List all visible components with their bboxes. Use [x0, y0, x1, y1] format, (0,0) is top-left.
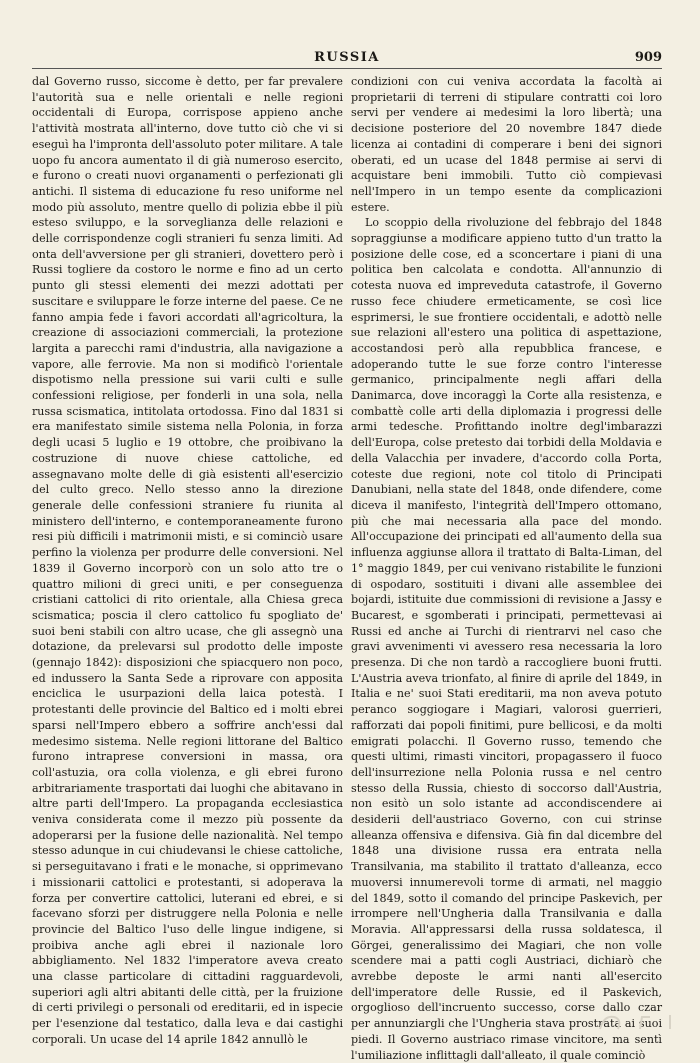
running-title: RUSSIA [314, 50, 380, 65]
header-rule [32, 68, 662, 69]
right-column [351, 74, 662, 1063]
paragraph: Lo scoppio della rivoluzione del febbrajo del 1848 sopraggiunse a modificare appieno tutto d'un tratto la posizione delle cose, ed a sconcertare i piani di una politica ben calcolata e condotta. All'annunzio di cotesta nuova ed impreveduta catastrofe, il Governo russo fece chiudere ermeticamente, se così lice esprimersi, le sue frontiere occidentali, e adottò nelle sue relazioni all'estero una politica di aspettazione, accostandosi però alla repubblica francese, e adoperando tutte le sue forze contro l'interesse germanico, principalmente negli affari della Danimarca, dove incoraggì la Corte alla resistenza, e combattè colle arti della diplomazia i progressi delle armi tedesche. Profittando inoltre degl'imbarazzi dell'Europa, colse pretesto dai torbidi della Moldavia e della Valacchia per invadere, d'accordo colla Porta, coteste due regioni, note col titolo di Principati Danubiani, nella state del 1848, onde difendere, come diceva il manifesto, l'integrità dell'Impero ottomano, più che mai necessaria alla pace del mondo. All'occupazione dei principati ed all'aumento della sua influenza aggiunse allora il trattato di Balta-Liman, del 1° maggio 1849, per cui venivano ristabilite le funzioni di ospodaro, sostituiti i divani alle assemblee dei bojardi, istituite due commissioni di revisione a Jassy e Bucarest, e sgomberati i principati, permettevasi ai Russi ed anche ai Turchi di rientrarvi nel caso che gravi avvenimenti vi avessero resa necessaria la loro presenza. Di che non tardò a raccogliere buoni frutti. L'Austria aveva trionfato, al finire di aprile del 1849, in Italia e ne' suoi Stati ereditarii, ma non aveva potuto peranco soggiogare i Magiari, valorosi guerrieri, rafforzati dai popoli finitimi, pure bellicosi, e da molti emigrati polacchi. Il Governo russo, temendo che questi ultimi, rimasti vincitori, propagassero il fuoco dell'insurrezione nella Polonia russa e nel centro stesso della Russia, chiesto di soccorso dall'Austria, non esitò un solo istante ad accondiscendere ai desiderii dell'austriaco Governo, con cui strinse alleanza offensiva e difensiva. Già fin dal dicembre del 1848 una divisione russa era entrata nella Transilvania, ma stabilito il trattato d'alleanza, ecco muoversi innumerevoli torme di armati, nel maggio del 1849, sotto il comando del principe Paskevich, per irrompere nell'Ungheria dalla Transilvania e dalla Moravia. All'appressarsi della russa soldatesca, il Görgei, generalissimo dei Magiari, che non volle scendere mai a patti cogli Austriaci, dichiarò che avrebbe deposte le armi nanti all'esercito dell'imperatore delle Russie, ed il Paskevich, orgoglioso dell'incruento successo, corse dallo czar per annunziargli che l'Ungheria stava prostrata ai suoi piedi. Il Governo austriaco rimase vincitore, ma sentì l'umiliazione inflittagli dall'alleato, il quale cominciò [351, 216, 662, 1062]
paragraph: dal Governo russo, siccome è detto, per far prevalere l'autorità sua e nelle orientali e nelle regioni occidentali di Europa, corrispose appieno anche l'attività mostrata all'interno, dove tutto ciò che vi si eseguì ha l'impronta dell'assoluto poter militare. A tale uopo fu ancora aumentato il di già numeroso esercito, e furono o creati nuovi organamenti o perfezionati gli antichi. Il sistema di educazione fu reso uniforme nel modo più assoluto, mentre quello di polizia ebbe il più esteso sviluppo, e la sorveglianza delle relazioni e delle corrispondenze cogli stranieri fu senza limiti. Ad onta dell'avversione per gli stranieri, dovettero però i Russi togliere da costoro le norme e fino ad un certo punto gli stessi elementi dei mezzi adottati per suscitare e sviluppare le forze interne del paese. Ce ne fanno ampia fede i favori accordati all'agricoltura, la creazione di associazioni commerciali, la protezione largita a parecchi rami d'industria, alla navigazione a vapore, alle ferrovie. Ma non si modificò l'orientale dispotismo nella pressione sui varii culti e sulle confessioni religiose, per fonderli in una sola, nella russa scismatica, intitolata ortodossa. Fino dal 1831 si era manifestato simile sistema nella Polonia, in forza degli ucasi 5 luglio e 19 ottobre, che proibivano la costruzione di nuove chiese cattoliche, ed assegnavano molte delle di già esistenti all'esercizio del culto greco. Nello stesso anno la direzione generale delle confessioni straniere fu riunita al ministero dell'interno, e contemporaneamente furono resi più difficili i matrimonii misti, e si cominciò usare perfino la violenza per produrre delle conversioni. Nel 1839 il Governo incorporò con un solo atto tre o quattro milioni di greci uniti, e per conseguenza cristiani cattolici di rito orientale, alla Chiesa greca scismatica; poscia il clero cattolico fu spogliato de' suoi beni stabili con altro ucase, che gli assegnò una dotazione, da prelevarsi sul prodotto delle imposte (gennajo 1842): disposizioni che spiacquero non poco, ed indussero la Santa Sede a riprovare con apposita enciclica le usurpazioni della laica potestà. I protestanti delle provincie del Baltico ed i molti ebrei sparsi nell'Impero ebbero a soffrire anch'essi dal medesimo sistema. Nelle regioni littorane del Baltico furono intraprese conversioni in massa, ora coll'astuzia, ora colla violenza, e gli ebrei furono arbitrariamente trasportati dai luoghi che abitavano in altre parti dell'Impero. La propaganda ecclesiastica veniva considerata come il mezzo più possente da adoperarsi per la fusione delle nazionalità. Nel tempo stesso adunque in cui chiudevansi le chiese cattoliche, si perseguitavano i frati e le monache, si opprimevano i missionarii cattolici e protestanti, si adoperava la forza per convertire cattolici, luterani ed ebrei, e si facevano sforzi per distruggere nella Polonia e nelle provincie del Baltico l'uso delle lingue indigene, si proibiva anche agli ebrei il nazionale loro abbigliamento. Nel 1832 l'imperatore aveva creato una classe particolare di cittadini ragguardevoli, superiori agli altri abitanti delle città, per la fruizione di certi privilegi o personali od ereditarii, ed in ispecie per l'esenzione dal testatico, dalla leva e dai castighi corporali. Un ucase del 14 aprile 1842 annullò le [32, 75, 343, 1046]
left-column [32, 74, 343, 1063]
page-header [32, 50, 662, 70]
paragraph: condizioni con cui veniva accordata la facoltà ai proprietarii di terreni di stipulare contratti coi loro servi per vendere ai medesimi la loro libertà; una decisione posteriore del 20 novembre 1847 diede licenza ai contadini di comperare i beni dei signori oberati, ed un ucase del 1848 permise ai servi di acquistare beni immobili. Tutto ciò compievasi nell'Impero in un tempo esente da complicazioni estere. [351, 75, 662, 214]
watermark-logo [570, 1009, 690, 1031]
text-columns [32, 74, 662, 1063]
page-number: 909 [634, 50, 662, 65]
